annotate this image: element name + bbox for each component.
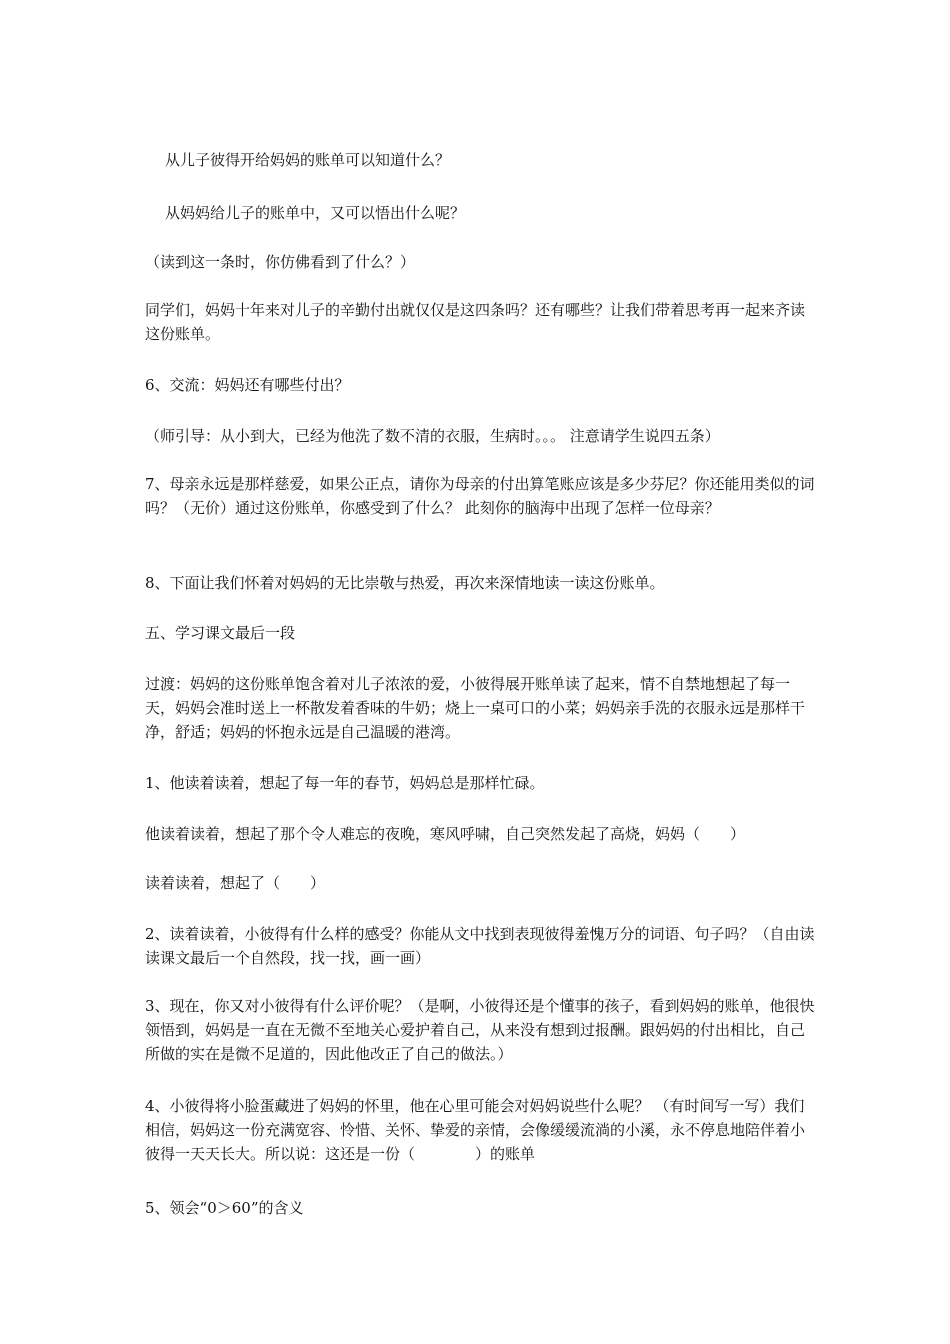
reading-recall-paragraph: 读着读着，想起了（ ） [145, 874, 326, 892]
question-peter-bill: 从儿子彼得开给妈妈的账单可以知道什么？ [165, 151, 451, 169]
section-5-heading: 五、学习课文最后一段 [145, 624, 296, 642]
item-6-heading: 6、交流：妈妈还有哪些付出？ [145, 376, 350, 394]
item-7-paragraph: 7、母亲永远是那样慈爱，如果公正点，请你为母亲的付出算笔账应该是多少芬尼？你还能用类似的词吗？（无价）通过这份账单，你感受到了什么？ 此刻你的脑海中出现了怎样一位母亲？ [145, 475, 815, 517]
question-mother-bill: 从妈妈给儿子的账单中，又可以悟出什么呢？ [165, 204, 466, 222]
class-question-paragraph: 同学们，妈妈十年来对儿子的辛勤付出就仅仅是这四条吗？还有哪些？让我们带着思考再一起来齐读这份账单。 [145, 301, 806, 343]
item-5-heading: 5、领会“0＞60”的含义 [145, 1199, 304, 1217]
item-3-paragraph: 3、现在，你又对小彼得有什么评价呢？（是啊，小彼得还是个懂事的孩子，看到妈妈的账单，他很快领悟到，妈妈是一直在无微不至地关心爱护着自己，从来没有想到过报酬。跟妈妈的付出相比，自己所做的实在是微不足道的，因此他改正了自己的做法。） [145, 997, 815, 1063]
reading-prompt: （读到这一条时，你仿佛看到了什么？） [145, 253, 416, 271]
item-8-paragraph: 8、下面让我们怀着对妈妈的无比崇敬与热爱，再次来深情地读一读这份账单。 [145, 574, 665, 592]
item-2-paragraph: 2、读着读着，小彼得有什么样的感受？你能从文中找到表现彼得羞愧万分的词语、句子吗？（自由读读课文最后一个自然段，找一找，画一画） [145, 925, 815, 967]
item-1-paragraph: 1、他读着读着，想起了每一年的春节，妈妈总是那样忙碌。 [145, 774, 545, 792]
night-fever-paragraph: 他读着读着，想起了那个令人难忘的夜晚，寒风呼啸，自己突然发起了高烧，妈妈（ ） [145, 825, 746, 843]
transition-paragraph: 过渡：妈妈的这份账单饱含着对儿子浓浓的爱，小彼得展开账单读了起来，情不自禁地想起了每一天，妈妈会准时送上一杯散发着香味的牛奶；烧上一桌可口的小菜；妈妈亲手洗的衣服永远是那样干净，舒适；妈妈的怀抱永远是自己温暖的港湾。 [145, 675, 806, 741]
teacher-guide-note: （师引导：从小到大，已经为他洗了数不清的衣服，生病时。。。 注意请学生说四五条） [145, 427, 720, 445]
item-4-paragraph: 4、小彼得将小脸蛋藏进了妈妈的怀里，他在心里可能会对妈妈说些什么呢？ （有时间写一写）我们相信，妈妈这一份充满宽容、怜惜、关怀、挚爱的亲情，会像缓缓流淌的小溪，永不停息地陪伴着小彼得一天天长大。所以说：这还是一份（ ）的账单 [145, 1097, 806, 1163]
